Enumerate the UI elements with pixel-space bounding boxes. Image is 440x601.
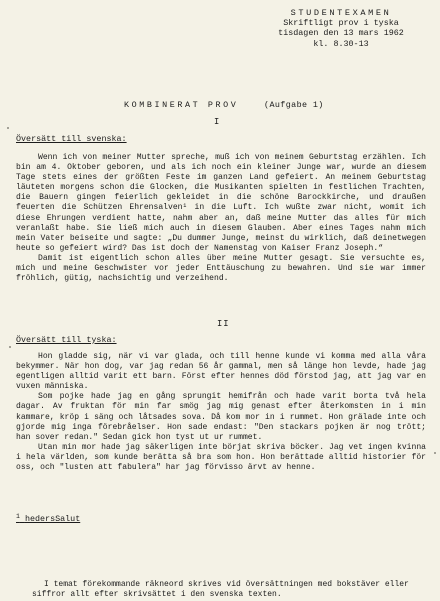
footnote-label: hedersSalut [24, 514, 81, 524]
footnote [16, 513, 80, 524]
scan-speckle [7, 127, 9, 129]
scan-speckle [9, 346, 11, 348]
section-1-paragraph: Wenn ich von meiner Mutter spreche, muß ich von meinem Geburtstag erzählen. Ich bin am 4. Oktober geboren, und als ich noch ein kleiner Junge war, wurde an diesem Tage stets eines der größten Feste im ganzen Land gefeiert. An meinem Geburtstag läuteten morgens schon die Glocken, die Musikanten spielten in festlichen Trachten, die Bauern gingen feierlich gekleidet in die schöne Barockkirche, und draußen feuerten die Schützen Ehrensalven¹ in die Luft. Ich wußte zwar nicht, womit ich diese Ehrungen verdient hatte, nahm aber an, daß meine Mutter das alles für mich veranlaßt habe. Sie ließ mich auch in diesem Glauben. Aber eines Tages nahm mich mein Vater beiseite und sagte: „Du dummer Junge, meinst du wirklich, daß deinetwegen heute so gefeiert wird? Das ist doch der Namenstag von Kaiser Franz Joseph.“ [16, 153, 426, 253]
section-1-numeral: I [214, 117, 221, 127]
section-1-paragraph: Damit ist eigentlich schon alles über meine Mutter gesagt. Sie versuchte es, mich und meine Geschwister vor jeder Enttäuschung zu bewahren. Und sie war immer fröhlich, gütig, nachsichtig und verzeihend. [16, 253, 426, 284]
scan-speckle [434, 452, 436, 454]
exam-header [266, 8, 416, 49]
footer-note: I temat förekommande räkneord skrives vid översättningen med bokstäver eller siffror allt efter skrivsättet i den svenska texten. [32, 580, 409, 599]
section-2-instruction: Översätt till tyska: [16, 335, 117, 345]
section-2-paragraph: Hon gladde sig, när vi var glada, och till henne kunde vi komma med alla våra bekymmer. När hon dog, var jag redan 56 år gammal, men så länge hon levde, hade jag egentligen alltid varit ett barn. Först efter hennes död förstod jag, att jag var en vuxen människa. [16, 352, 426, 392]
exam-header-subject: Skriftligt prov i tyska [283, 18, 399, 29]
section-2-text [16, 352, 426, 473]
section-1-text [16, 153, 426, 284]
footnote-marker: 1 [16, 513, 20, 520]
section-2-paragraph: Utan min mor hade jag säkerligen inte börjat skriva böcker. Jag vet ingen kvinna i hela världen, som kunde berätta så bra som hon. Hon berättade alltid historier för oss, och "lusten att fabulera" har jag förvisso ärvt av henne. [16, 442, 426, 473]
section-2-paragraph: Som pojke hade jag en gång sprungit hemifrån och hade varit borta två hela dagar. Av fruktan för min far smög jag mig genast efter återkomsten in i min kammare, kröp i säng och låtsades sova. Då kom mor in i rummet. Hon grälade inte och gjorde mig inga förebråelser. Hon sade endast: "Den stackars pojken är nog trött; han sover redan." Sedan gick hon tyst ut ur rummet. [16, 392, 426, 442]
section-1-instruction: Översätt till svenska: [16, 134, 127, 144]
task-label: (Aufgabe 1) [264, 100, 324, 110]
section-2-numeral: II [217, 319, 230, 329]
main-title: KOMBINERAT PROV [124, 100, 239, 110]
exam-header-title: STUDENTEXAMEN [290, 8, 392, 18]
exam-header-date: tisdagen den 13 mars 1962 [278, 28, 404, 39]
main-title-line [124, 100, 324, 110]
exam-header-time: kl. 8.30-13 [313, 38, 369, 49]
